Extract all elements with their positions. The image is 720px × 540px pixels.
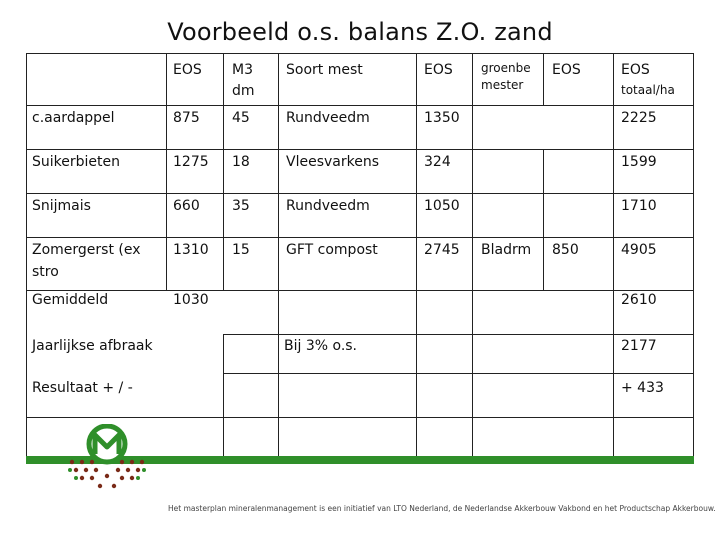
header-mest-eos: EOS: [424, 62, 453, 78]
row3-eos: 660: [173, 198, 200, 214]
row4-gewas-2: stro: [32, 264, 59, 280]
row2-m3: 18: [232, 154, 250, 170]
row1-mest-eos: 1350: [424, 110, 460, 126]
table-vline: [693, 53, 694, 460]
gemiddeld-eos: 1030: [173, 292, 209, 308]
row3-gewas: Snijmais: [32, 198, 91, 214]
header-soort-mest: Soort mest: [286, 62, 363, 78]
row3-totaal: 1710: [621, 198, 657, 214]
row4-gewas: Zomergerst (ex: [32, 242, 141, 258]
table-vline: [472, 53, 473, 460]
row3-mest-eos: 1050: [424, 198, 460, 214]
resultaat-totaal: + 433: [621, 380, 664, 396]
table-vline: [278, 53, 279, 460]
header-groenbemester-2: mester: [481, 78, 524, 92]
table-hline: [223, 334, 694, 335]
table-hline: [26, 290, 694, 291]
table-hline: [26, 53, 694, 54]
table-hline: [26, 237, 694, 238]
table-vline: [166, 53, 167, 290]
header-totaal-ha: totaal/ha: [621, 83, 675, 97]
header-dm: dm: [232, 83, 255, 99]
row2-totaal: 1599: [621, 154, 657, 170]
table-vline: [223, 334, 224, 460]
gemiddeld-totaal: 2610: [621, 292, 657, 308]
row4-groen-eos: 850: [552, 242, 579, 258]
afbraak-note: Bij 3% o.s.: [284, 338, 358, 354]
table-vline: [26, 53, 27, 460]
row2-eos: 1275: [173, 154, 209, 170]
header-m3: M3: [232, 62, 253, 78]
page-title: Voorbeeld o.s. balans Z.O. zand: [167, 18, 553, 46]
row4-groenbemester: Bladrm: [481, 242, 532, 258]
row3-mest: Rundveedm: [286, 198, 370, 214]
table-vline: [543, 53, 544, 105]
gemiddeld-label: Gemiddeld: [32, 292, 109, 308]
afbraak-totaal: 2177: [621, 338, 657, 354]
table-hline: [26, 149, 694, 150]
row2-mest: Vleesvarkens: [286, 154, 379, 170]
row1-m3: 45: [232, 110, 250, 126]
table-hline: [223, 373, 694, 374]
row4-mest-eos: 2745: [424, 242, 460, 258]
row4-mest: GFT compost: [286, 242, 378, 258]
header-groenbemester: groenbe: [481, 61, 531, 75]
header-groen-eos: EOS: [552, 62, 581, 78]
row3-m3: 35: [232, 198, 250, 214]
afbraak-label: Jaarlijkse afbraak: [32, 338, 153, 354]
table-vline: [416, 53, 417, 460]
resultaat-label: Resultaat + / -: [32, 380, 133, 396]
balance-table: [26, 53, 694, 460]
table-hline: [26, 105, 694, 106]
row1-eos: 875: [173, 110, 200, 126]
row4-eos: 1310: [173, 242, 209, 258]
row4-m3: 15: [232, 242, 250, 258]
header-totaal-eos: EOS: [621, 62, 650, 78]
table-vline: [223, 53, 224, 290]
table-hline: [26, 193, 694, 194]
row1-gewas: c.aardappel: [32, 110, 115, 126]
table-hline: [26, 417, 694, 418]
row1-mest: Rundveedm: [286, 110, 370, 126]
row4-totaal: 4905: [621, 242, 657, 258]
footer-text: Het masterplan mineralenmanagement is een initiatief van LTO Nederland, de Nederlandse Akkerbouw Vakbond en het Productschap Akkerbouw.: [168, 504, 716, 513]
table-vline: [613, 53, 614, 460]
row1-totaal: 2225: [621, 110, 657, 126]
row2-gewas: Suikerbieten: [32, 154, 120, 170]
row2-mest-eos: 324: [424, 154, 451, 170]
masterplan-logo: [62, 424, 152, 494]
table-vline: [543, 149, 544, 290]
header-eos: EOS: [173, 62, 202, 78]
